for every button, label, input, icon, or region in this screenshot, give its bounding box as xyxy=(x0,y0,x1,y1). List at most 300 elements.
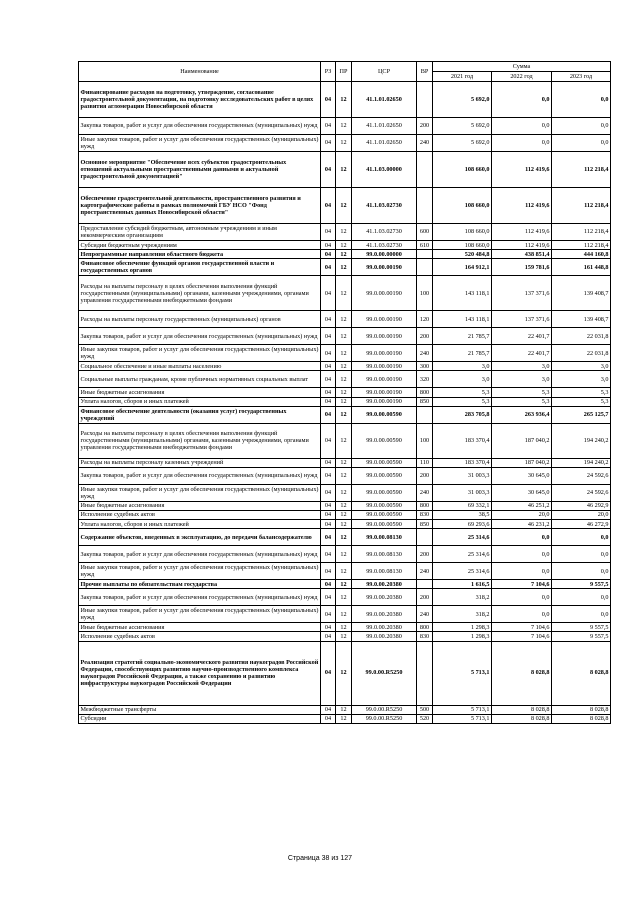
row-rz: 04 xyxy=(321,241,336,250)
row-pr: 12 xyxy=(336,135,352,152)
row-csr: 99.0.00.00590 xyxy=(352,406,417,423)
row-value-2022: 5,3 xyxy=(492,397,552,406)
row-rz: 04 xyxy=(321,362,336,371)
row-rz: 04 xyxy=(321,467,336,484)
table-row xyxy=(79,82,611,118)
row-pr: 12 xyxy=(336,467,352,484)
header-year-2021: 2021 год xyxy=(433,72,492,82)
row-vr: 240 xyxy=(417,135,433,152)
row-csr: 99.0.00.00190 xyxy=(352,311,417,328)
row-value-2023: 112 218,4 xyxy=(552,152,611,188)
row-csr: 99.0.00.00190 xyxy=(352,345,417,362)
row-value-2022: 159 781,6 xyxy=(492,259,552,276)
row-pr: 12 xyxy=(336,563,352,580)
row-value-2023: 0,0 xyxy=(552,135,611,152)
row-vr: 240 xyxy=(417,606,433,623)
row-rz: 04 xyxy=(321,484,336,501)
row-name: Субсидии бюджетным учреждениям xyxy=(79,241,321,250)
row-value-2022: 8 028,8 xyxy=(492,714,552,723)
row-value-2021: 164 912,1 xyxy=(433,259,492,276)
row-name: Закупка товаров, работ и услуг для обеспечения государственных (муниципальных) нужд xyxy=(79,118,321,135)
table-row xyxy=(79,259,611,276)
row-value-2022: 7 104,6 xyxy=(492,632,552,641)
row-name: Иные бюджетные ассигнования xyxy=(79,623,321,632)
table-row xyxy=(79,467,611,484)
row-csr: 99.0.00.20380 xyxy=(352,580,417,589)
row-csr: 99.0.00.00590 xyxy=(352,501,417,510)
row-rz: 04 xyxy=(321,529,336,546)
row-vr: 100 xyxy=(417,423,433,458)
row-vr: 110 xyxy=(417,458,433,467)
header-vr: ВР xyxy=(417,62,433,82)
row-name: Расходы на выплаты персоналу государственных (муниципальных) органов xyxy=(79,311,321,328)
row-pr: 12 xyxy=(336,632,352,641)
row-csr: 41.1.03.00000 xyxy=(352,152,417,188)
row-value-2022: 112 419,6 xyxy=(492,224,552,241)
row-pr: 12 xyxy=(336,623,352,632)
row-name: Содержание объектов, введенных в эксплуатацию, до передачи балансодержателю xyxy=(79,529,321,546)
table-row xyxy=(79,705,611,714)
row-name: Расходы на выплаты персоналу в целях обеспечения выполнения функций государственными (муниципальными) органами, казенными учреждениями, органами управления государственными внебюджетными фондами xyxy=(79,423,321,458)
row-pr: 12 xyxy=(336,250,352,259)
row-value-2023: 139 408,7 xyxy=(552,311,611,328)
table-row xyxy=(79,345,611,362)
row-value-2023: 5,3 xyxy=(552,397,611,406)
row-vr xyxy=(417,406,433,423)
row-name: Иные закупки товаров, работ и услуг для обеспечения государственных (муниципальных) нужд xyxy=(80,485,319,500)
row-csr: 99.0.00.00190 xyxy=(352,328,417,345)
row-value-2021: 108 660,0 xyxy=(433,241,492,250)
row-name: Иные закупки товаров, работ и услуг для обеспечения государственных (муниципальных) нужд xyxy=(80,346,319,361)
header-pr: ПР xyxy=(336,62,352,82)
row-rz: 04 xyxy=(321,458,336,467)
table-row xyxy=(79,224,611,241)
row-value-2022: 20,0 xyxy=(492,510,552,519)
row-name: Иные закупки товаров, работ и услуг для обеспечения государственных (муниципальных) нужд xyxy=(80,564,319,579)
row-csr: 99.0.00.00190 xyxy=(352,259,417,276)
row-rz: 04 xyxy=(321,388,336,397)
table-row xyxy=(79,406,611,423)
row-value-2022: 137 371,6 xyxy=(492,311,552,328)
row-value-2022: 438 851,4 xyxy=(492,250,552,259)
row-pr: 12 xyxy=(336,82,352,118)
row-vr: 850 xyxy=(417,397,433,406)
row-value-2021: 108 660,0 xyxy=(433,152,492,188)
row-value-2021: 283 705,8 xyxy=(433,406,492,423)
row-rz: 04 xyxy=(321,623,336,632)
row-csr: 41.1.03.02730 xyxy=(352,188,417,224)
row-vr: 600 xyxy=(417,224,433,241)
row-value-2022: 8 028,8 xyxy=(492,641,552,705)
row-value-2022: 0,0 xyxy=(492,82,552,118)
row-name: Закупка товаров, работ и услуг для обеспечения государственных (муниципальных) нужд xyxy=(79,546,321,563)
table-body xyxy=(79,82,611,724)
row-csr: 41.1.03.02730 xyxy=(352,224,417,241)
row-value-2022: 8 028,8 xyxy=(492,705,552,714)
row-name: Межбюджетные трансферты xyxy=(79,705,321,714)
row-rz: 04 xyxy=(321,250,336,259)
row-value-2022: 22 401,7 xyxy=(492,345,552,362)
table-row xyxy=(79,388,611,397)
row-value-2021: 318,2 xyxy=(433,589,492,606)
table-row xyxy=(79,529,611,546)
row-vr: 850 xyxy=(417,520,433,529)
row-value-2021: 5 713,1 xyxy=(433,714,492,723)
row-csr: 99.0.00.00590 xyxy=(352,510,417,519)
row-value-2021: 5 692,0 xyxy=(433,118,492,135)
row-csr: 99.0.00.00190 xyxy=(352,371,417,388)
table-row xyxy=(79,241,611,250)
row-rz: 04 xyxy=(321,328,336,345)
row-value-2021: 5,3 xyxy=(433,397,492,406)
row-name: Непрограммные направления областного бюджета xyxy=(79,250,321,259)
row-csr: 99.0.00.08130 xyxy=(352,529,417,546)
table-row xyxy=(79,135,611,152)
row-value-2023: 265 125,7 xyxy=(552,406,611,423)
row-vr: 100 xyxy=(417,276,433,311)
row-vr xyxy=(417,641,433,705)
row-value-2023: 3,0 xyxy=(552,362,611,371)
header-name: Наименование xyxy=(79,62,321,82)
row-value-2021: 1 298,3 xyxy=(433,623,492,632)
row-value-2022: 137 371,6 xyxy=(492,276,552,311)
row-value-2021: 5,3 xyxy=(433,388,492,397)
row-value-2021: 25 314,6 xyxy=(433,563,492,580)
row-rz: 04 xyxy=(321,82,336,118)
row-rz: 04 xyxy=(321,259,336,276)
row-value-2023: 112 218,4 xyxy=(552,224,611,241)
row-name: Иные бюджетные ассигнования xyxy=(79,501,321,510)
row-vr xyxy=(417,82,433,118)
row-value-2021: 183 370,4 xyxy=(433,423,492,458)
row-rz: 04 xyxy=(321,135,336,152)
row-rz: 04 xyxy=(321,152,336,188)
row-vr: 830 xyxy=(417,510,433,519)
table-row xyxy=(79,311,611,328)
row-value-2022: 3,0 xyxy=(492,371,552,388)
row-pr: 12 xyxy=(336,397,352,406)
row-value-2023: 194 240,2 xyxy=(552,423,611,458)
header-year-2023: 2023 год xyxy=(552,72,611,82)
row-value-2021: 520 484,8 xyxy=(433,250,492,259)
row-pr: 12 xyxy=(336,423,352,458)
row-value-2022: 0,0 xyxy=(492,589,552,606)
table-row xyxy=(79,510,611,519)
row-rz: 04 xyxy=(321,423,336,458)
row-rz: 04 xyxy=(321,224,336,241)
row-value-2021: 1 298,3 xyxy=(433,632,492,641)
row-csr: 99.0.00.00190 xyxy=(352,388,417,397)
row-value-2023: 0,0 xyxy=(552,118,611,135)
row-pr: 12 xyxy=(336,388,352,397)
row-name: Предоставление субсидий бюджетным, автономным учреждениям и иным некоммерческим организациям xyxy=(79,224,321,241)
row-pr: 12 xyxy=(336,606,352,623)
row-pr: 12 xyxy=(336,458,352,467)
row-value-2022: 7 104,6 xyxy=(492,580,552,589)
row-pr: 12 xyxy=(336,641,352,705)
row-vr xyxy=(417,529,433,546)
row-rz: 04 xyxy=(321,606,336,623)
row-csr: 99.0.00.00590 xyxy=(352,423,417,458)
row-value-2023: 8 028,8 xyxy=(552,714,611,723)
row-value-2023: 0,0 xyxy=(552,606,611,623)
row-value-2021: 5 692,0 xyxy=(433,135,492,152)
row-pr: 12 xyxy=(336,152,352,188)
row-vr xyxy=(417,580,433,589)
row-value-2023: 46 272,9 xyxy=(552,520,611,529)
row-value-2023: 161 448,8 xyxy=(552,259,611,276)
row-vr: 200 xyxy=(417,328,433,345)
table-row xyxy=(79,563,611,580)
row-pr: 12 xyxy=(336,118,352,135)
row-name: Реализация стратегий социально-экономического развития наукоградов Российской Федерации, способствующих развитию научно-производственного комплекса наукоградов Российской Федерации, а также сохранению и развитию инфраструктуры наукоградов Российской Федерации xyxy=(79,641,321,705)
table-row xyxy=(79,714,611,723)
row-vr: 610 xyxy=(417,241,433,250)
row-csr: 99.0.00.00590 xyxy=(352,484,417,501)
row-value-2021: 5 713,1 xyxy=(433,641,492,705)
row-pr: 12 xyxy=(336,276,352,311)
row-name: Финансовое обеспечение деятельности (оказания услуг) государственных учреждений xyxy=(79,406,321,423)
row-csr: 99.0.00.00190 xyxy=(352,276,417,311)
header-year-2022: 2022 год xyxy=(492,72,552,82)
row-pr: 12 xyxy=(336,241,352,250)
table-row xyxy=(79,546,611,563)
row-value-2022: 46 231,2 xyxy=(492,520,552,529)
row-csr: 99.0.00.00590 xyxy=(352,458,417,467)
row-rz: 04 xyxy=(321,589,336,606)
row-name: Финансирование расходов на подготовку, утверждение, согласование градостроительной документации, на подготовку исследовательских работ в целях развития агломерации Новосибирской области xyxy=(79,82,321,118)
table-row xyxy=(79,118,611,135)
row-rz: 04 xyxy=(321,580,336,589)
row-name: Расходы на выплаты персоналу в целях обеспечения выполнения функций государственными (муниципальными) органами, казенными учреждениями, органами управления государственными внебюджетными фондами xyxy=(79,276,321,311)
row-name: Иные бюджетные ассигнования xyxy=(79,388,321,397)
table-row xyxy=(79,371,611,388)
row-vr: 830 xyxy=(417,632,433,641)
page-number: Страница 38 из 127 xyxy=(287,855,353,862)
row-value-2022: 30 645,0 xyxy=(492,484,552,501)
row-value-2023: 0,0 xyxy=(552,563,611,580)
row-value-2023: 0,0 xyxy=(552,589,611,606)
row-csr: 99.0.00.00190 xyxy=(352,397,417,406)
table-row xyxy=(79,397,611,406)
row-csr: 99.0.00.00590 xyxy=(352,467,417,484)
row-value-2021: 38,5 xyxy=(433,510,492,519)
row-pr: 12 xyxy=(336,259,352,276)
row-value-2023: 112 218,4 xyxy=(552,241,611,250)
row-rz: 04 xyxy=(321,118,336,135)
row-csr: 99.0.00.R5250 xyxy=(352,705,417,714)
row-name: Иные закупки товаров, работ и услуг для обеспечения государственных (муниципальных) нужд xyxy=(80,135,319,150)
row-value-2023: 444 160,8 xyxy=(552,250,611,259)
row-value-2021: 69 332,1 xyxy=(433,501,492,510)
row-name: Субсидии xyxy=(79,714,321,723)
row-value-2021: 183 370,4 xyxy=(433,458,492,467)
row-vr: 320 xyxy=(417,371,433,388)
row-pr: 12 xyxy=(336,311,352,328)
row-csr: 41.1.01.02650 xyxy=(352,118,417,135)
row-pr: 12 xyxy=(336,501,352,510)
header-rz: РЗ xyxy=(321,62,336,82)
row-pr: 12 xyxy=(336,224,352,241)
row-value-2022: 46 251,2 xyxy=(492,501,552,510)
table-row xyxy=(79,458,611,467)
row-name: Закупка товаров, работ и услуг для обеспечения государственных (муниципальных) нужд xyxy=(79,467,321,484)
table-row xyxy=(79,589,611,606)
row-rz: 04 xyxy=(321,510,336,519)
row-value-2021: 21 785,7 xyxy=(433,345,492,362)
row-value-2023: 24 592,6 xyxy=(552,467,611,484)
row-value-2021: 25 314,6 xyxy=(433,546,492,563)
row-vr: 800 xyxy=(417,623,433,632)
row-vr: 200 xyxy=(417,546,433,563)
row-rz: 04 xyxy=(321,714,336,723)
row-csr: 99.0.00.00000 xyxy=(352,250,417,259)
table-row xyxy=(79,606,611,623)
budget-table xyxy=(78,61,611,724)
row-name: Социальные выплаты гражданам, кроме публичных нормативных социальных выплат xyxy=(79,371,321,388)
table-row xyxy=(79,580,611,589)
row-pr: 12 xyxy=(336,589,352,606)
row-csr: 99.0.00.00190 xyxy=(352,362,417,371)
row-pr: 12 xyxy=(336,345,352,362)
row-value-2022: 112 419,6 xyxy=(492,241,552,250)
row-rz: 04 xyxy=(321,371,336,388)
row-vr: 240 xyxy=(417,345,433,362)
row-value-2023: 3,0 xyxy=(552,371,611,388)
row-value-2022: 30 645,0 xyxy=(492,467,552,484)
row-value-2021: 5 713,1 xyxy=(433,705,492,714)
row-value-2022: 5,3 xyxy=(492,388,552,397)
row-vr: 300 xyxy=(417,362,433,371)
row-value-2023: 139 408,7 xyxy=(552,276,611,311)
row-value-2022: 263 936,4 xyxy=(492,406,552,423)
row-vr xyxy=(417,259,433,276)
table-row xyxy=(79,423,611,458)
row-name: Исполнение судебных актов xyxy=(79,510,321,519)
row-rz: 04 xyxy=(321,276,336,311)
row-vr: 240 xyxy=(417,563,433,580)
row-rz: 04 xyxy=(321,520,336,529)
row-value-2021: 108 660,0 xyxy=(433,224,492,241)
row-vr: 240 xyxy=(417,484,433,501)
row-vr: 800 xyxy=(417,501,433,510)
row-name: Уплата налогов, сборов и иных платежей xyxy=(79,520,321,529)
row-rz: 04 xyxy=(321,546,336,563)
row-name: Прочие выплаты по обязательствам государства xyxy=(79,580,321,589)
row-csr: 41.1.01.02650 xyxy=(352,82,417,118)
row-value-2023: 20,0 xyxy=(552,510,611,519)
row-value-2022: 22 401,7 xyxy=(492,328,552,345)
row-csr: 99.0.00.08130 xyxy=(352,546,417,563)
row-value-2023: 24 592,6 xyxy=(552,484,611,501)
row-csr: 41.1.03.02730 xyxy=(352,241,417,250)
row-pr: 12 xyxy=(336,529,352,546)
row-value-2021: 108 660,0 xyxy=(433,188,492,224)
row-pr: 12 xyxy=(336,510,352,519)
row-value-2021: 21 785,7 xyxy=(433,328,492,345)
row-value-2021: 31 003,3 xyxy=(433,467,492,484)
row-value-2021: 143 118,1 xyxy=(433,276,492,311)
row-vr: 500 xyxy=(417,705,433,714)
table-row xyxy=(79,276,611,311)
header-csr: ЦСР xyxy=(352,62,417,82)
row-value-2022: 0,0 xyxy=(492,135,552,152)
row-pr: 12 xyxy=(336,328,352,345)
row-vr xyxy=(417,188,433,224)
table-row xyxy=(79,501,611,510)
row-vr xyxy=(417,250,433,259)
row-value-2022: 0,0 xyxy=(492,563,552,580)
row-pr: 12 xyxy=(336,188,352,224)
row-value-2022: 0,0 xyxy=(492,546,552,563)
row-csr: 99.0.00.R5250 xyxy=(352,714,417,723)
table-row xyxy=(79,484,611,501)
table-row xyxy=(79,362,611,371)
row-rz: 04 xyxy=(321,311,336,328)
row-rz: 04 xyxy=(321,632,336,641)
row-value-2022: 0,0 xyxy=(492,529,552,546)
row-value-2023: 8 028,8 xyxy=(552,705,611,714)
row-name: Уплата налогов, сборов и иных платежей xyxy=(79,397,321,406)
row-csr: 99.0.00.08130 xyxy=(352,563,417,580)
table-row xyxy=(79,328,611,345)
row-value-2023: 9 557,5 xyxy=(552,580,611,589)
row-name: Исполнение судебных актов xyxy=(79,632,321,641)
row-value-2021: 5 692,0 xyxy=(433,82,492,118)
row-pr: 12 xyxy=(336,580,352,589)
row-vr: 200 xyxy=(417,589,433,606)
row-value-2021: 25 314,6 xyxy=(433,529,492,546)
row-value-2022: 0,0 xyxy=(492,606,552,623)
row-value-2023: 8 028,8 xyxy=(552,641,611,705)
row-value-2021: 31 003,3 xyxy=(433,484,492,501)
row-pr: 12 xyxy=(336,520,352,529)
row-value-2022: 112 419,6 xyxy=(492,188,552,224)
row-name: Закупка товаров, работ и услуг для обеспечения государственных (муниципальных) нужд xyxy=(79,589,321,606)
row-rz: 04 xyxy=(321,641,336,705)
row-vr: 800 xyxy=(417,388,433,397)
row-pr: 12 xyxy=(336,714,352,723)
row-value-2023: 9 557,5 xyxy=(552,623,611,632)
row-pr: 12 xyxy=(336,362,352,371)
row-rz: 04 xyxy=(321,397,336,406)
row-name: Основное мероприятие "Обеспечение всех субъектов градостроительных отношений актуальными пространственными данными и актуальной градостроительной документацией" xyxy=(79,152,321,188)
row-value-2023: 46 292,9 xyxy=(552,501,611,510)
row-value-2022: 187 040,2 xyxy=(492,423,552,458)
row-value-2023: 0,0 xyxy=(552,82,611,118)
table-row xyxy=(79,632,611,641)
table-row xyxy=(79,623,611,632)
row-value-2021: 3,0 xyxy=(433,362,492,371)
row-value-2023: 9 557,5 xyxy=(552,632,611,641)
row-name: Обеспечение градостроительной деятельности, пространственного развития и картографические работы в рамках полномочий ГБУ НСО "Фонд пространственных данных Новосибирской области" xyxy=(79,188,321,224)
row-vr: 520 xyxy=(417,714,433,723)
row-value-2023: 0,0 xyxy=(552,546,611,563)
row-pr: 12 xyxy=(336,546,352,563)
row-value-2021: 69 293,6 xyxy=(433,520,492,529)
row-rz: 04 xyxy=(321,406,336,423)
table-row xyxy=(79,641,611,705)
row-csr: 99.0.00.20380 xyxy=(352,623,417,632)
row-vr: 200 xyxy=(417,467,433,484)
row-name: Финансовое обеспечение функций органов государственной власти и государственных органов xyxy=(79,259,321,276)
row-value-2023: 22 031,8 xyxy=(552,328,611,345)
header-sum: Сумма xyxy=(433,62,611,72)
row-csr: 99.0.00.20380 xyxy=(352,632,417,641)
row-value-2021: 318,2 xyxy=(433,606,492,623)
row-value-2022: 187 040,2 xyxy=(492,458,552,467)
row-pr: 12 xyxy=(336,406,352,423)
